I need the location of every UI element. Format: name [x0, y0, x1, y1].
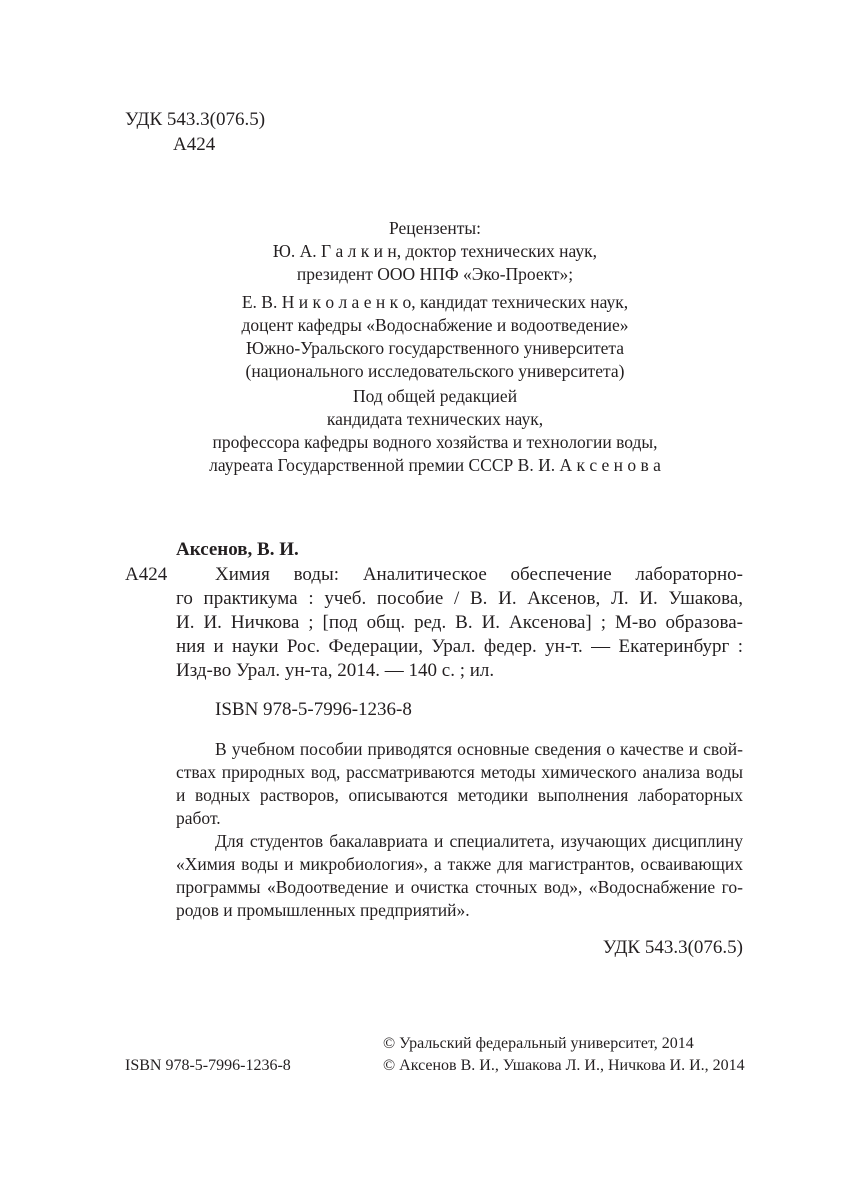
reviewer-2-line3: Южно-Уральского государственного университета [245, 338, 625, 358]
editor-line-2: кандидата технических наук, [326, 409, 544, 429]
catalog-line-3: И. И. Ничкова ; [под общ. ред. В. И. Аксенова] ; М-во образова- [176, 612, 743, 633]
catalog-code: А424 [125, 564, 168, 585]
reviewer-2-name: Е. В. Н и к о л а е н к о [241, 292, 412, 312]
reviewer-1-name: Ю. А. Г а л к и н [272, 241, 397, 261]
reviewer-1-line2: президент ООО НПФ «Эко-Проект»; [296, 264, 574, 284]
reviewer-1-line1 [150, 240, 720, 263]
reviewer-2-line4: (национального исследовательского университета) [245, 361, 625, 381]
abstract-p2-line-4: родов и промышленных предприятий». [176, 900, 470, 920]
copyright-authors: © Аксенов В. И., Ушакова Л. И., Ничкова И. И., 2014 [383, 1057, 745, 1074]
reviewer-2-line1 [150, 291, 720, 314]
abstract-p2-line-1: Для студентов бакалавриата и специалитета, изучающих дисциплину [215, 831, 743, 851]
catalog-line-5: Изд-во Урал. ун-та, 2014. — 140 с. ; ил. [176, 660, 495, 681]
abstract-p2-line-2: «Химия воды и микробиология», а также для магистрантов, осваивающих [176, 854, 743, 874]
abstract-p2-line-3: программы «Водоотведение и очистка сточных вод», «Водоснабжение го- [176, 877, 743, 897]
editor-prize: лауреата Государственной премии СССР [209, 455, 518, 475]
editor-name: В. И. А к с е н о в а [517, 455, 661, 475]
editor-block [150, 385, 720, 477]
editor-line-1: Под общей редакцией [352, 386, 518, 406]
udk-code-top: УДК 543.3(076.5) [125, 109, 266, 130]
footer-isbn: ISBN 978-5-7996-1236-8 [125, 1057, 291, 1074]
reviewers-heading: Рецензенты: [388, 218, 482, 238]
reviewers-block [150, 217, 720, 383]
abstract-p1-line-4: работ. [176, 808, 221, 828]
reviewer-1-title: , доктор технических наук, [396, 241, 598, 261]
catalog-line-4: ния и науки Рос. Федерации, Урал. федер. ун-т. — Екатеринбург : [176, 636, 743, 657]
reviewer-2-line2: доцент кафедры «Водоснабжение и водоотведение» [241, 315, 629, 335]
catalog-line-1: Химия воды: Аналитическое обеспечение лабораторно- [215, 564, 743, 585]
abstract-p1-line-2: ствах природных вод, рассматриваются методы химического анализа воды [176, 762, 743, 782]
abstract-p1-line-1: В учебном пособии приводятся основные сведения о качестве и свой- [215, 739, 743, 759]
editor-line-4 [150, 454, 720, 477]
abstract-p1-line-3: и водных растворов, описываются методики выполнения лабораторных [176, 785, 743, 805]
udk-code-bottom: УДК 543.3(076.5) [602, 937, 743, 958]
editor-line-3: профессора кафедры водного хозяйства и технологии воды, [212, 432, 658, 452]
catalog-line-2: го практикума : учеб. пособие / В. И. Аксенов, Л. И. Ушакова, [176, 588, 743, 609]
reviewer-2-title: , кандидат технических наук, [411, 292, 629, 312]
copyright-university: © Уральский федеральный университет, 2014 [383, 1035, 694, 1052]
bbk-code-top: А424 [173, 134, 216, 155]
catalog-author: Аксенов, В. И. [176, 539, 299, 560]
catalog-isbn: ISBN 978-5-7996-1236-8 [215, 699, 412, 720]
